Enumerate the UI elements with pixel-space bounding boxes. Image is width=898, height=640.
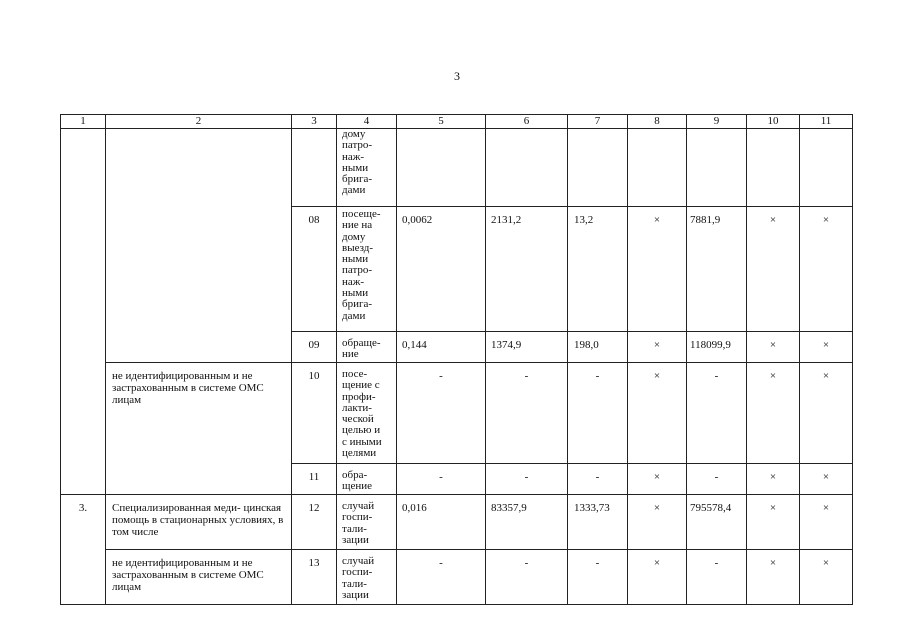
value-cell: × xyxy=(747,332,800,363)
value-cell: 0,144 xyxy=(397,332,486,363)
value-cell xyxy=(747,129,800,207)
service-unit-cell: случай госпи- тали- зации xyxy=(337,495,397,550)
row-label-cell: не идентифицированным и не застрахованным в системе ОМС лицам xyxy=(106,550,292,605)
service-unit-cell: посеще- ние на дому выезд- ными патро- наж- ными брига- дами xyxy=(337,207,397,332)
service-unit-cell: дому патро- наж- ными брига- дами xyxy=(337,129,397,207)
value-cell: × xyxy=(747,363,800,464)
value-cell xyxy=(568,129,628,207)
value-cell: - xyxy=(486,363,568,464)
page-number: 3 xyxy=(454,69,460,83)
value-cell: 0,0062 xyxy=(397,207,486,332)
value-cell: 1333,73 xyxy=(568,495,628,550)
column-header: 6 xyxy=(486,115,568,129)
value-cell: - xyxy=(568,550,628,605)
value-cell: × xyxy=(800,495,853,550)
column-header: 8 xyxy=(628,115,687,129)
row-code-cell: 13 xyxy=(292,550,337,605)
service-unit-cell: обра- щение xyxy=(337,464,397,495)
value-cell xyxy=(800,129,853,207)
value-cell xyxy=(687,129,747,207)
value-cell: × xyxy=(747,464,800,495)
row-code-cell: 09 xyxy=(292,332,337,363)
column-header: 2 xyxy=(106,115,292,129)
value-cell: - xyxy=(397,464,486,495)
value-cell: 198,0 xyxy=(568,332,628,363)
table-row xyxy=(61,550,853,605)
value-cell: - xyxy=(687,363,747,464)
value-cell: 118099,9 xyxy=(687,332,747,363)
value-cell: × xyxy=(628,207,687,332)
row-code-cell xyxy=(292,129,337,207)
value-cell: 83357,9 xyxy=(486,495,568,550)
row-label-cell xyxy=(106,129,292,363)
value-cell: × xyxy=(747,550,800,605)
row-code-cell: 11 xyxy=(292,464,337,495)
value-cell: - xyxy=(568,464,628,495)
column-header: 10 xyxy=(747,115,800,129)
value-cell: 7881,9 xyxy=(687,207,747,332)
row-number-cell: 3. xyxy=(61,495,106,605)
service-unit-cell: посе- щение с профи- лакти- ческой целью и с иными целями xyxy=(337,363,397,464)
column-header: 3 xyxy=(292,115,337,129)
value-cell: 0,016 xyxy=(397,495,486,550)
value-cell xyxy=(486,129,568,207)
table-row xyxy=(61,129,853,207)
column-header: 7 xyxy=(568,115,628,129)
row-label-cell: Специализированная меди- цинская помощь в стационарных условиях, в том числе xyxy=(106,495,292,550)
column-header: 1 xyxy=(61,115,106,129)
value-cell: × xyxy=(800,207,853,332)
table-row xyxy=(61,363,853,464)
row-number-cell xyxy=(61,129,106,495)
table-row xyxy=(61,495,853,550)
value-cell: - xyxy=(397,550,486,605)
row-code-cell: 12 xyxy=(292,495,337,550)
value-cell: × xyxy=(628,495,687,550)
value-cell: - xyxy=(486,464,568,495)
value-cell: - xyxy=(568,363,628,464)
row-label-cell: не идентифицированным и не застрахованным в системе ОМС лицам xyxy=(106,363,292,495)
value-cell: × xyxy=(800,363,853,464)
service-unit-cell: случай госпи- тали- зации xyxy=(337,550,397,605)
value-cell: 1374,9 xyxy=(486,332,568,363)
value-cell: - xyxy=(687,464,747,495)
value-cell: 13,2 xyxy=(568,207,628,332)
value-cell: × xyxy=(628,550,687,605)
value-cell: 795578,4 xyxy=(687,495,747,550)
column-header: 9 xyxy=(687,115,747,129)
row-code-cell: 08 xyxy=(292,207,337,332)
value-cell: × xyxy=(800,550,853,605)
column-header: 11 xyxy=(800,115,853,129)
value-cell: - xyxy=(397,363,486,464)
value-cell: × xyxy=(747,495,800,550)
value-cell: × xyxy=(800,332,853,363)
service-unit-cell: обраще- ние xyxy=(337,332,397,363)
value-cell: 2131,2 xyxy=(486,207,568,332)
value-cell: × xyxy=(747,207,800,332)
value-cell: × xyxy=(800,464,853,495)
value-cell: × xyxy=(628,363,687,464)
value-cell xyxy=(397,129,486,207)
value-cell xyxy=(628,129,687,207)
value-cell: - xyxy=(486,550,568,605)
tariff-table xyxy=(60,114,853,605)
value-cell: × xyxy=(628,464,687,495)
value-cell: - xyxy=(687,550,747,605)
column-header: 4 xyxy=(337,115,397,129)
value-cell: × xyxy=(628,332,687,363)
column-number-row xyxy=(61,115,853,129)
row-code-cell: 10 xyxy=(292,363,337,464)
column-header: 5 xyxy=(397,115,486,129)
